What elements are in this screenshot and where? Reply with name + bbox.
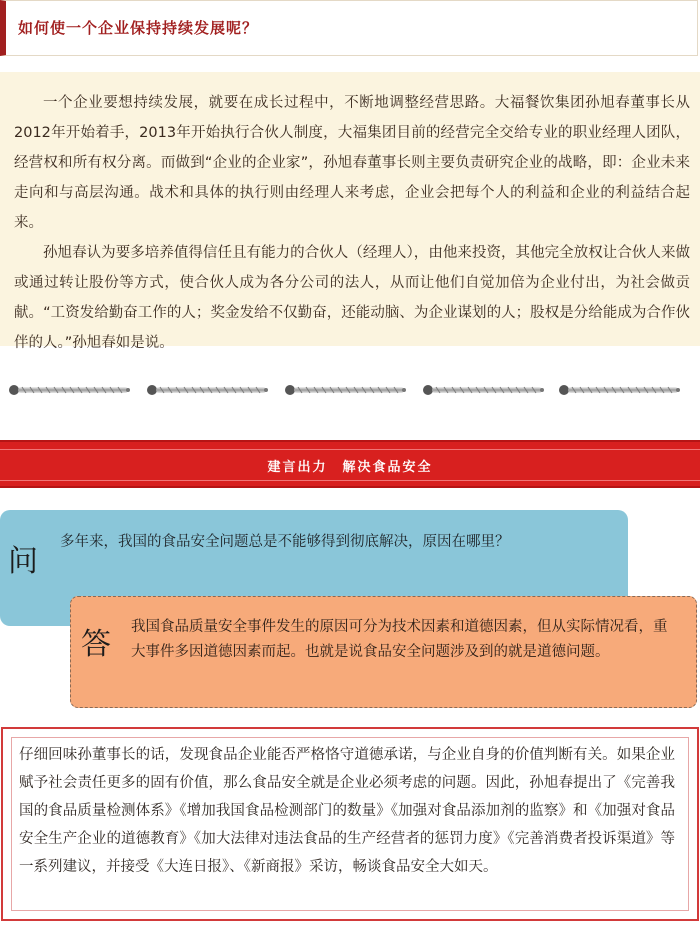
- intro-paragraph-2: 孙旭春认为要多培养值得信任且有能力的合伙人（经理人），由他来投资，其他完全放权让合伙人来做或通过转让股份等方式，使合伙人成为各分公司的法人，从而让他们自觉加倍为企业付出，为社会做贡献。“工资发给勤奋工作的人；奖金发给不仅勤奋，还能动脑、为企业谋划的人；股权是分给能成为合作伙伴的人。”孙旭春如是说。: [14, 245, 690, 351]
- rope-divider-icon: [284, 384, 410, 396]
- answer-mark-label: 答: [81, 627, 111, 662]
- intro-section: [0, 72, 700, 351]
- banner-title: 建言出力 解决食品安全: [267, 460, 433, 475]
- page-title: 如何使一个企业保持持续发展呢？: [18, 19, 259, 37]
- answer-text: 我国食品质量安全事件发生的原因可分为技术因素和道德因素，但从实际情况看，重大事件多因道德因素而起。也就是说食品安全问题涉及到的就是道德问题。: [131, 619, 668, 660]
- section-banner: [0, 440, 700, 488]
- rope-divider: [0, 378, 700, 402]
- rope-divider-icon: [146, 384, 272, 396]
- question-mark-label: 问: [8, 544, 38, 579]
- closing-paragraph: 仔细回味孙董事长的话，发现食品企业能否严格恪守道德承诺，与企业自身的价值判断有关。如果企业赋予社会责任更多的固有价值，那么食品安全就是企业必须考虑的问题。因此，孙旭春提出了《完善我国的食品质量检测体系》《增加我国食品检测部门的数量》《加强对食品添加剂的监察》和《加强对食品安全生产企业的道德教育》《加大法律对违法食品的生产经营者的惩罚力度》《完善消费者投诉渠道》等一系列建议，并接受《大连日报》、《新商报》采访，畅谈食品安全大如天。: [19, 747, 675, 875]
- title-bar: [0, 0, 698, 56]
- rope-divider-icon: [558, 384, 684, 396]
- closing-box: [1, 727, 699, 921]
- answer-box: [70, 596, 697, 708]
- intro-paragraph-1: 一个企业要想持续发展，就要在成长过程中，不断地调整经营思路。大福餐饮集团孙旭春董事长从2012年开始着手，2013年开始执行合伙人制度，大福集团目前的经营完全交给专业的职业经理人团队，经营权和所有权分离。而做到“企业的企业家”，孙旭春董事长则主要负责研究企业的战略，即：企业未来走向和与高层沟通。战术和具体的执行则由经理人来考虑，企业会把每个人的利益和企业的利益结合起来。: [14, 95, 690, 231]
- rope-divider-icon: [8, 384, 134, 396]
- question-text: 多年来，我国的食品安全问题总是不能够得到彻底解决，原因在哪里？: [60, 534, 510, 550]
- rope-divider-icon: [422, 384, 548, 396]
